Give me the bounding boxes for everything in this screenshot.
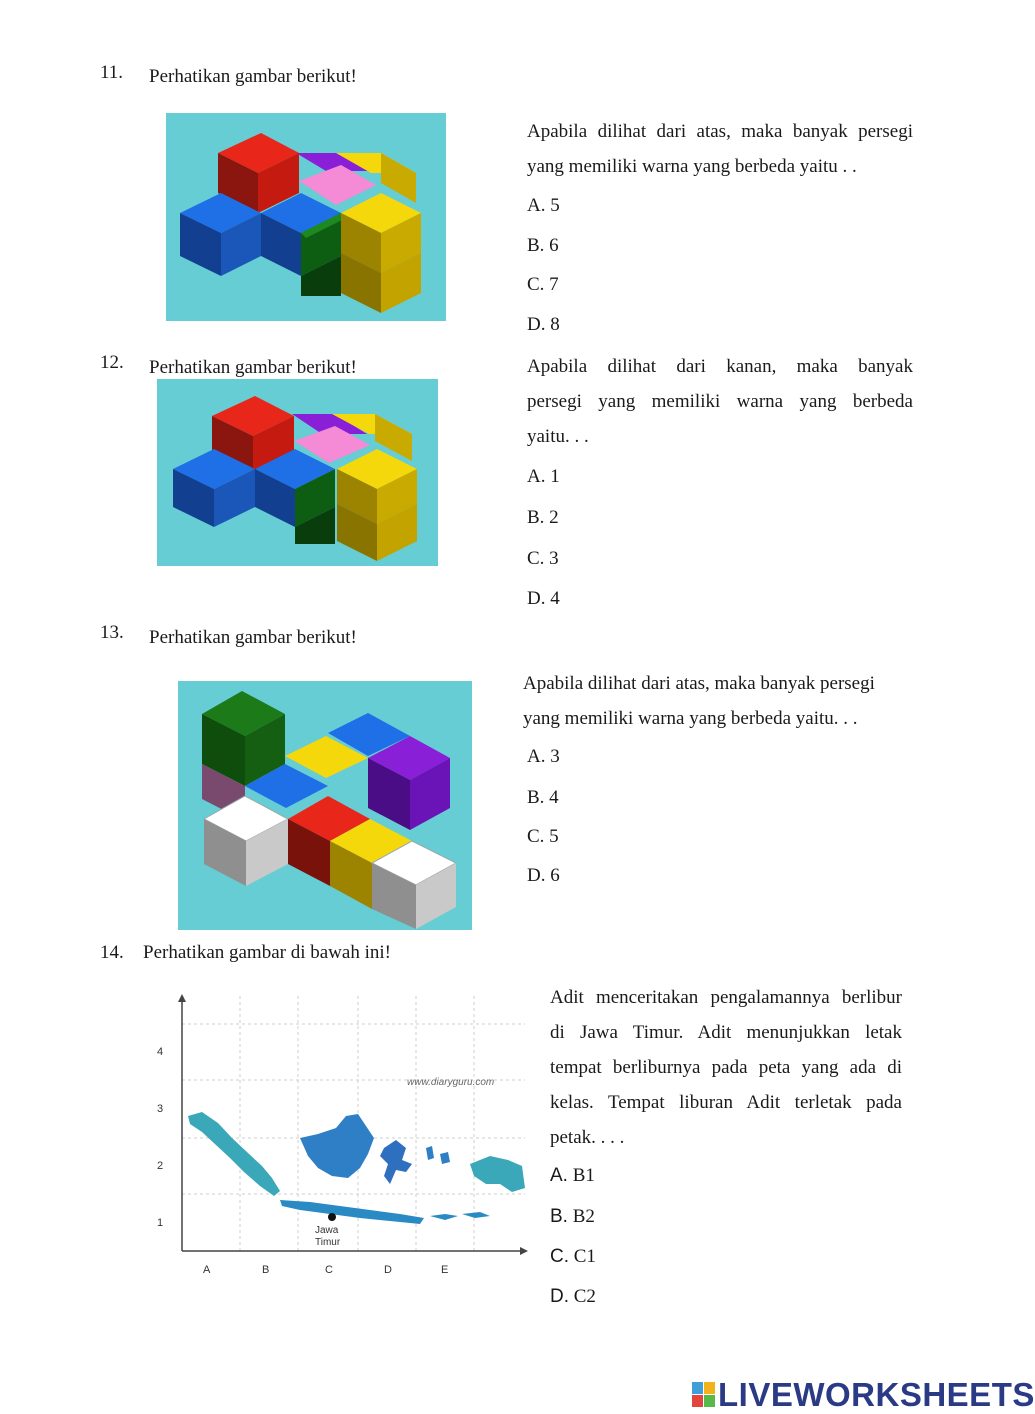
- map-watermark: www.diaryguru.com: [407, 1077, 495, 1088]
- option-letter: D.: [550, 1286, 569, 1307]
- option-value: C2: [573, 1286, 596, 1307]
- question-title: Perhatikan gambar berikut!: [149, 627, 357, 648]
- logo-icon: [692, 1382, 716, 1408]
- text-line: Apabila dilihat dari atas, maka banyak persegi: [527, 121, 913, 142]
- x-tick-label: B: [262, 1264, 270, 1276]
- question-number: 14.: [100, 942, 124, 963]
- indonesia-grid-map: [140, 988, 530, 1283]
- option-c[interactable]: C. 7: [527, 274, 559, 295]
- option-letter: C.: [550, 1246, 569, 1267]
- question-number: 11.: [100, 62, 124, 83]
- text-line: yang memiliki warna yang berbeda yaitu. . .: [523, 708, 858, 729]
- option-d[interactable]: D. 8: [527, 314, 560, 335]
- option-a[interactable]: [550, 1165, 595, 1187]
- text-line: kelas. Tempat liburan Adit terletak pada: [550, 1092, 902, 1113]
- y-tick-label: 4: [157, 1046, 164, 1058]
- option-c[interactable]: C. 5: [527, 826, 559, 847]
- option-letter: A.: [550, 1165, 568, 1186]
- option-d[interactable]: D. 4: [527, 588, 560, 609]
- map-location-label: Jawa: [315, 1225, 339, 1236]
- question-number: 13.: [100, 622, 124, 643]
- question-text: [527, 349, 913, 454]
- option-letter: B.: [550, 1206, 568, 1227]
- option-value: C1: [573, 1246, 596, 1267]
- x-tick-label: E: [441, 1264, 449, 1276]
- text-line: di Jawa Timur. Adit menunjukkan letak: [550, 1022, 902, 1043]
- map-location-label: Timur: [315, 1237, 341, 1248]
- x-tick-label: C: [325, 1264, 333, 1276]
- cube-figure: [178, 681, 472, 930]
- option-b[interactable]: [550, 1206, 595, 1228]
- text-line: yang memiliki warna yang berbeda yaitu . .: [527, 156, 857, 177]
- y-tick-label: 3: [157, 1103, 164, 1115]
- text-line: petak. . . .: [550, 1127, 625, 1148]
- cube-figure: [166, 113, 446, 321]
- brand-name: LIVEWORKSHEETS: [718, 1376, 1035, 1413]
- x-tick-label: A: [203, 1264, 211, 1276]
- text-line: tempat berliburnya pada peta yang ada di: [550, 1057, 902, 1078]
- cube-figure: [157, 379, 438, 566]
- option-b[interactable]: B. 2: [527, 507, 559, 528]
- text-line: Apabila dilihat dari atas, maka banyak persegi: [523, 673, 875, 694]
- option-d[interactable]: D. 6: [527, 865, 560, 886]
- option-value: B1: [572, 1165, 595, 1186]
- text-line: Apabila dilihat dari kanan, maka banyak: [527, 356, 913, 377]
- text-line: yaitu. . .: [527, 426, 589, 447]
- option-c[interactable]: [550, 1246, 596, 1268]
- option-a[interactable]: A. 1: [527, 466, 560, 487]
- option-d[interactable]: [550, 1286, 596, 1308]
- option-value: B2: [572, 1206, 595, 1227]
- y-tick-label: 1: [157, 1217, 164, 1229]
- x-tick-label: D: [384, 1264, 392, 1276]
- question-text: [523, 666, 913, 736]
- text-line: Adit menceritakan pengalamannya berlibur: [550, 987, 902, 1008]
- y-tick-label: 2: [157, 1160, 164, 1172]
- option-b[interactable]: B. 4: [527, 787, 559, 808]
- option-c[interactable]: C. 3: [527, 548, 559, 569]
- option-a[interactable]: A. 5: [527, 195, 560, 216]
- option-b[interactable]: B. 6: [527, 235, 559, 256]
- text-line: persegi yang memiliki warna yang berbeda: [527, 391, 913, 412]
- liveworksheets-logo: [692, 1376, 1035, 1414]
- question-title: Perhatikan gambar di bawah ini!: [143, 942, 391, 963]
- question-text: [527, 114, 913, 184]
- question-title: Perhatikan gambar berikut!: [149, 66, 357, 87]
- question-title: Perhatikan gambar berikut!: [149, 357, 357, 378]
- question-text: [550, 980, 902, 1155]
- question-number: 12.: [100, 352, 124, 373]
- option-a[interactable]: A. 3: [527, 746, 560, 767]
